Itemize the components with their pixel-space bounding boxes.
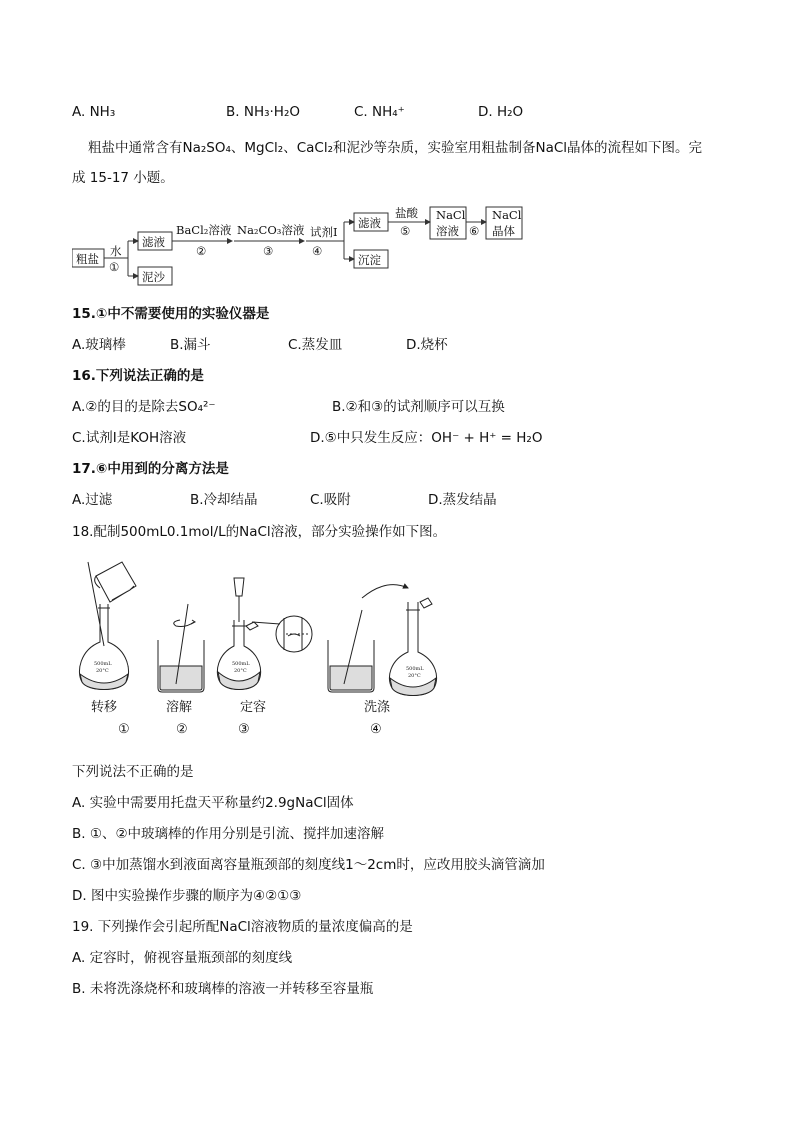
wash-caption: 洗涤 — [364, 700, 391, 715]
flowchart — [72, 205, 532, 295]
intro-line-1: 粗盐中通常含有Na₂SO₄、MgCl₂、CaCl₂和泥沙等杂质，实验室用粗盐制备NaCl晶体的流程如下图。完 — [88, 140, 703, 156]
figure-number-3: ③ — [238, 722, 250, 737]
step-5-label: ⑤ — [400, 224, 411, 238]
nacl-solution-line-1: NaCl — [436, 208, 466, 222]
filtrate-2-label: 滤液 — [358, 216, 381, 230]
q18-sub-stem: 下列说法不正确的是 — [72, 764, 194, 780]
wash-flask-label-2: 20°C — [408, 673, 421, 679]
crude-salt-label: 粗盐 — [76, 252, 99, 266]
step-2-label: ② — [196, 244, 207, 258]
q18-stem: 18.配制500mL0.1mol/L的NaCl溶液，部分实验操作如下图。 — [72, 524, 447, 540]
transfer-flask-label-1: 500mL — [94, 661, 112, 667]
intro-line-2: 成 15-17 小题。 — [72, 170, 174, 186]
step-3-label: ③ — [263, 244, 274, 258]
q16-option-c: C.试剂I是KOH溶液 — [72, 430, 187, 446]
figure-number-4: ④ — [370, 722, 382, 737]
reagent-label: 试剂I — [310, 225, 338, 239]
transfer-caption: 转移 — [91, 700, 118, 715]
nacl-crystal-line-1: NaCl — [492, 208, 522, 222]
water-label: 水 — [110, 244, 122, 258]
hcl-label: 盐酸 — [395, 206, 418, 220]
step-4-label: ④ — [312, 244, 323, 258]
q15-stem: 15.①中不需要使用的实验仪器是 — [72, 306, 270, 322]
q17-option-a: A.过滤 — [72, 492, 113, 508]
na2co3-label: Na₂CO₃溶液 — [237, 223, 305, 237]
q19-stem: 19. 下列操作会引起所配NaCl溶液物质的量浓度偏高的是 — [72, 919, 413, 935]
q14-option-a: A. NH₃ — [72, 104, 116, 120]
step-1-label: ① — [109, 260, 120, 274]
q14-option-d: D. H₂O — [478, 104, 524, 120]
dissolve-caption: 溶解 — [166, 700, 193, 715]
wash-apparatus — [328, 585, 437, 696]
q17-option-d: D.蒸发结晶 — [428, 492, 497, 508]
q19-option-b: B. 未将洗涤烧杯和玻璃棒的溶液一并转移至容量瓶 — [72, 981, 374, 997]
transfer-flask-label-2: 20°C — [96, 668, 109, 674]
step-6-label: ⑥ — [469, 224, 480, 238]
q17-option-b: B.冷却结晶 — [190, 492, 258, 508]
wash-flask-label-1: 500mL — [406, 666, 424, 672]
q18-option-a: A. 实验中需要用托盘天平称量约2.9gNaCl固体 — [72, 795, 354, 811]
q15-option-c: C.蒸发皿 — [288, 337, 343, 353]
q18-figure — [72, 560, 452, 740]
q18-option-c: C. ③中加蒸馏水到液面离容量瓶颈部的刻度线1～2cm时，应改用胶头滴管滴加 — [72, 857, 545, 873]
figure-number-2: ② — [176, 722, 188, 737]
q15-option-d: D.烧杯 — [406, 337, 448, 353]
q15-option-a: A.玻璃棒 — [72, 337, 126, 353]
q15-option-b: B.漏斗 — [170, 337, 211, 353]
q16-option-a: A.②的目的是除去SO₄²⁻ — [72, 399, 216, 415]
constant-volume-flask-label-2: 20°C — [234, 668, 247, 674]
nacl-crystal-line-2: 晶体 — [492, 224, 515, 238]
figure-number-1: ① — [118, 722, 130, 737]
sediment-sand-label: 泥沙 — [142, 270, 165, 284]
precipitate-label: 沉淀 — [358, 253, 381, 267]
dissolve-apparatus — [158, 604, 204, 692]
q18-option-d: D. 图中实验操作步骤的顺序为④②①③ — [72, 888, 302, 904]
nacl-solution-line-2: 溶液 — [436, 224, 459, 238]
q14-option-b: B. NH₃·H₂O — [226, 104, 300, 120]
q17-stem: 17.⑥中用到的分离方法是 — [72, 461, 229, 477]
constant-volume-caption: 定容 — [240, 700, 267, 715]
constant-volume-apparatus — [217, 578, 312, 690]
q18-option-b: B. ①、②中玻璃棒的作用分别是引流、搅拌加速溶解 — [72, 826, 385, 842]
constant-volume-flask-label-1: 500mL — [232, 661, 250, 667]
q16-stem: 16.下列说法正确的是 — [72, 368, 204, 384]
transfer-apparatus — [79, 562, 136, 690]
filtrate-1-label: 滤液 — [142, 235, 165, 249]
q16-option-d: D.⑤中只发生反应：OH⁻ + H⁺ = H₂O — [310, 430, 543, 446]
q19-option-a: A. 定容时，俯视容量瓶颈部的刻度线 — [72, 950, 293, 966]
bacl2-label: BaCl₂溶液 — [176, 223, 232, 237]
q17-option-c: C.吸附 — [310, 492, 351, 508]
q16-option-b: B.②和③的试剂顺序可以互换 — [332, 399, 505, 415]
q14-option-c: C. NH₄⁺ — [354, 104, 405, 120]
